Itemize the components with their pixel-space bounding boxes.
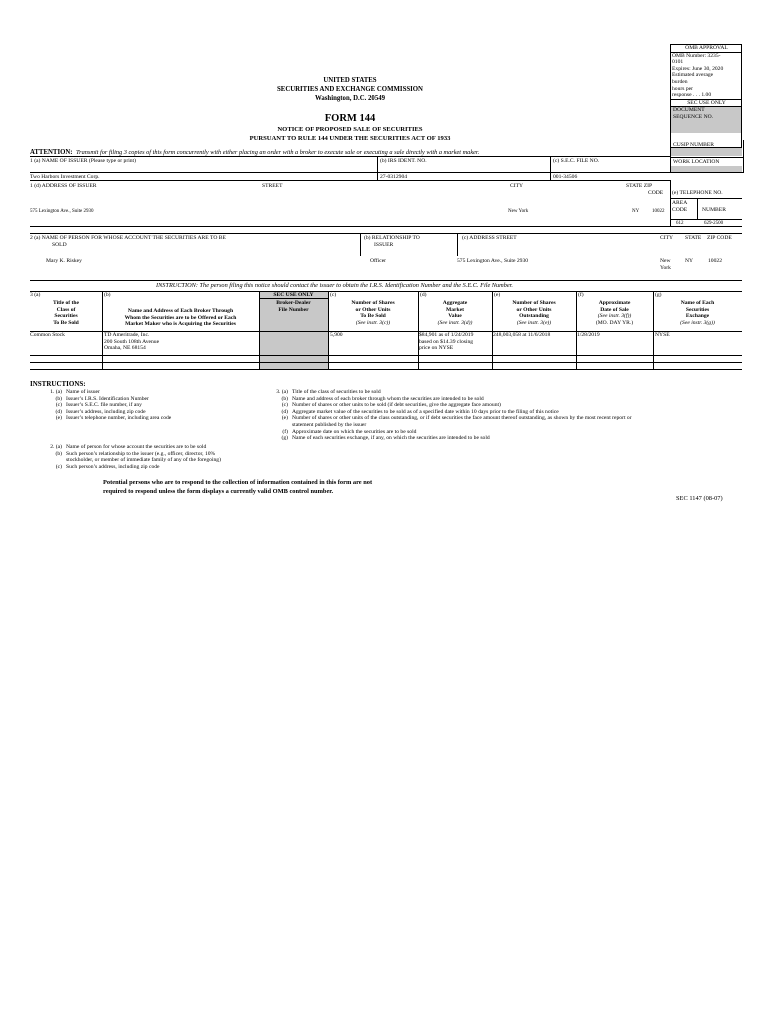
- col1-header: [30, 300, 102, 326]
- street-label: STREET: [262, 183, 283, 189]
- issuer-name-label: [30, 158, 136, 165]
- col7-h-0: Approximate: [598, 300, 631, 306]
- doc-seq-shade: [671, 107, 741, 133]
- col6-h-2: Outstanding: [519, 313, 549, 320]
- list-item: (c) Number of shares or other units to be sold (if debt securities, give the aggregate face amount): [281, 402, 501, 409]
- person-name: Mary K. Riskey: [46, 258, 82, 264]
- row-broker: [104, 332, 159, 352]
- cusip-label: CUSIP NUMBER: [673, 142, 714, 148]
- table-bottom: [30, 369, 742, 370]
- row-value: [419, 332, 473, 352]
- line-s1-top: [30, 156, 670, 157]
- col6-h-0: Number of Shares: [512, 300, 556, 306]
- row-date: 1/28/2019: [577, 332, 600, 338]
- col3-h-0: Broker-Dealer: [276, 300, 311, 306]
- omb-title: OMB APPROVAL: [685, 45, 728, 51]
- row-broker-2: 200 South 108th Avenue: [104, 338, 160, 345]
- col3-header: [259, 300, 328, 313]
- col5-h-1: Market: [445, 306, 465, 313]
- relationship-label-1: (b) RELATIONSHIP TO: [364, 235, 420, 241]
- header-address: Washington, D.C. 20549: [314, 94, 386, 102]
- row-value-3: price on NYSE: [419, 345, 454, 352]
- list-item: (f) Approximate date on which the securities are to be sold: [282, 428, 417, 435]
- list-item: (b) Such person’s relationship to the issuer (e.g., officer, director, 10%: [55, 450, 216, 457]
- telephone-label: (e) TELEPHONE NO.: [672, 190, 723, 196]
- work-location-label: WORK LOCATION: [673, 159, 720, 165]
- instructions-left-1: [30, 389, 171, 422]
- notice-line: NOTICE OF PROPOSED SALE OF SECURITIES: [277, 126, 423, 133]
- omb-burden-1: Estimated average: [672, 72, 714, 79]
- table-h-d: (d): [420, 292, 427, 298]
- row-outstanding: 248,003,058 at 11/6/2018: [493, 332, 551, 338]
- issuer-phone: 629-2500: [704, 221, 724, 226]
- relationship-label-2: ISSUER: [374, 242, 394, 248]
- table-top: [30, 291, 742, 292]
- issuer-area-code: 612: [676, 221, 684, 226]
- col7-note-2: (MO. DAY YR.): [595, 319, 634, 326]
- row-value-2: based on $14.39 closing: [419, 338, 474, 345]
- irs-label: (b) IRS IDENT. NO.: [380, 158, 427, 164]
- omb-burden-3: hours per: [672, 85, 693, 92]
- vline-area: [697, 198, 698, 219]
- list-item: 1. (a) Name of issuer: [50, 389, 100, 395]
- omb-expires: Expires: June 30, 2020: [672, 65, 724, 72]
- person-name-label-2: SOLD: [52, 242, 67, 248]
- instructions-title: INSTRUCTIONS:: [30, 380, 86, 388]
- vline-address: [457, 233, 458, 256]
- instruction-text: INSTRUCTION: The person filing this notice should contact the issuer to obtain the I.R.S. Identification Number and the S.E.C. File Number.: [156, 282, 513, 289]
- col1-h-2: Securities: [54, 313, 78, 320]
- col3-h-1: File Number: [278, 306, 309, 313]
- col1-h-0: Title of the: [53, 300, 79, 306]
- col8-note: (See instr. 3(g)): [680, 319, 715, 326]
- issuer-street: 575 Lexington Ave., Suite 2930: [30, 209, 94, 214]
- col8-header: [653, 300, 742, 326]
- potential-persons-notice: [103, 479, 372, 496]
- pursuant-line: PURSUANT TO RULE 144 UNDER THE SECURITIES ACT OF 1933: [249, 134, 451, 142]
- file-no-label: (c) S.E.C. FILE NO.: [553, 158, 600, 164]
- attention-text: Transmit for filing 3 copies of this form concurrently with either placing an order with a broker to execute sale or executing a sale directly with a market maker.: [76, 149, 480, 156]
- vline-irs: [377, 156, 378, 180]
- person-zip: 10022: [708, 258, 722, 264]
- issuer-city: New York: [508, 209, 529, 214]
- col2-h-2: Market Maker who is Acquiring the Securities: [125, 321, 236, 328]
- code-label: CODE: [672, 207, 688, 213]
- person-relationship: Officer: [370, 258, 387, 264]
- col4-h-0: Number of Shares: [351, 300, 395, 306]
- line-s1-bottom: [30, 226, 742, 227]
- col6-note: (See instr. 3(e)): [516, 319, 552, 326]
- col5-note: (See instr. 3(d)): [437, 319, 473, 326]
- list-item: (b) Name and address of each broker through whom the securities are intended to be sold: [281, 395, 484, 402]
- potential-line-2: required to respond unless the form displays a currently valid OMB control number.: [103, 487, 334, 495]
- col7-h-1: Date of Sale: [600, 306, 629, 313]
- line-phone-bottom: [670, 219, 742, 220]
- irs-number: 27-0312904: [380, 174, 408, 180]
- person-state: NY: [685, 258, 694, 264]
- table-h-sec-use: SEC USE ONLY: [273, 292, 314, 298]
- list-item: statement published by the issuer: [292, 421, 367, 428]
- issuer-state: NY: [632, 209, 640, 214]
- row-exchange: NYSE: [655, 332, 670, 338]
- omb-burden-4: response . . . 1.00: [672, 92, 712, 99]
- cusip-shade: [671, 148, 742, 156]
- work-location-shade: [671, 166, 742, 172]
- list-item: (e) Issuer’s telephone number, including area code: [55, 415, 172, 422]
- row-title: Common Stock: [30, 332, 65, 338]
- potential-line-1: Potential persons who are to respond to the collection of information contained in this form are not: [103, 479, 373, 486]
- city-label: CITY: [510, 183, 524, 189]
- issuer-name: Two Harbors Investment Corp.: [30, 174, 100, 180]
- notice-heading: [200, 126, 500, 143]
- col8-h-0: Name of Each: [680, 300, 715, 306]
- row-value-1: $84,901 as of 1/24/2019: [419, 332, 474, 338]
- table-h-f: (f): [578, 292, 584, 298]
- table-row1-bottom: [30, 355, 742, 356]
- form-title: FORM 144: [324, 113, 376, 124]
- omb-approval-box: [670, 44, 742, 148]
- header-commission: SECURITIES AND EXCHANGE COMMISSION: [277, 85, 423, 93]
- state-zip-code-label: CODE: [648, 190, 664, 196]
- attention-label: ATTENTION:: [30, 149, 73, 156]
- instructions-right: [256, 389, 632, 442]
- doc-seq-label-1: DOCUMENT: [673, 107, 705, 114]
- sec-form-number: SEC 1147 (08-07): [676, 495, 723, 502]
- instructions-left-2: [30, 444, 221, 470]
- col1-h-1: Class of: [56, 306, 76, 313]
- list-item: (d) Aggregate market value of the securities to be sold as of a specified date within 10 days prior to the filing of this notice: [281, 408, 559, 415]
- omb-burden-2: burden: [672, 78, 688, 85]
- col6-h-1: or Other Units: [516, 306, 552, 313]
- issuer-name-label-text: 1 (a) NAME OF ISSUER (Please type or print): [30, 158, 136, 164]
- col2-h-0: Name and Address of Each Broker Through: [127, 308, 234, 314]
- col1-h-3: To Be Sold: [53, 319, 79, 326]
- person-address-label: (c) ADDRESS STREET: [462, 235, 517, 241]
- row-broker-3: Omaha, NE 68154: [104, 345, 146, 352]
- col8-h-1: Securities: [685, 306, 710, 313]
- list-item: 2. (a) Name of person for whose account the securities are to be sold: [50, 444, 207, 450]
- col5-header: [418, 300, 492, 326]
- table-row2-bottom: [30, 362, 742, 363]
- col4-header: [328, 300, 418, 326]
- sec-use-only-label: SEC USE ONLY: [671, 99, 741, 108]
- address-label: 1 (d) ADDRESS OF ISSUER: [30, 183, 97, 189]
- person-state-label: STATE: [685, 235, 702, 241]
- col8-h-2: Exchange: [685, 313, 710, 320]
- person-street: 575 Lexington Ave., Suite 2930: [457, 258, 529, 264]
- col7-note-1: (See instr. 3(f)): [597, 313, 632, 320]
- line-s2-bottom: [30, 280, 742, 281]
- omb-number-cont: 0101: [672, 59, 684, 66]
- issuer-zip: 10022: [652, 209, 665, 214]
- col4-h-1: or Other Units: [355, 306, 391, 313]
- col7-header: [576, 300, 653, 326]
- file-number: 001-34506: [553, 174, 578, 180]
- table-h-b: (b): [104, 292, 111, 298]
- line-s2-top: [30, 233, 742, 234]
- number-label: NUMBER: [702, 207, 726, 213]
- col5-h-2: Value: [448, 313, 462, 320]
- doc-seq-label-2: SEQUENCE NO.: [673, 113, 714, 120]
- header-united-states: UNITED STATES: [323, 77, 377, 84]
- row-shares: 5,900: [330, 332, 343, 338]
- table-h-c: (c): [330, 292, 337, 298]
- col6-header: [492, 300, 576, 326]
- col2-header: [102, 308, 259, 328]
- col2-h-1: Whom the Securities are to be Offered or Each: [124, 314, 237, 321]
- list-item: (b) Issuer’s I.R.S. Identification Number: [55, 395, 149, 402]
- list-item: (e) Number of shares or other units of the class outstanding, or if debt securities the face amount thereof outstanding, as shown by the most recent report or: [281, 415, 632, 422]
- list-item: (c) Such person’s address, including zip code: [55, 463, 160, 470]
- omb-number: OMB Number: 3235-: [671, 52, 741, 60]
- list-item: stockholder, or member of immediate family of any of the foregoing): [66, 457, 221, 464]
- sec-header: [200, 77, 500, 103]
- area-label: AREA: [672, 200, 688, 206]
- line-phone-top: [670, 198, 742, 199]
- table-h-g: (g): [655, 292, 662, 298]
- line-s1-mid: [30, 172, 670, 173]
- list-item: (d) Issuer’s address, including zip code: [55, 408, 146, 415]
- col4-note: (See instr. 3(c)): [355, 319, 391, 326]
- state-zip-label: STATE ZIP: [626, 183, 653, 189]
- list-item: 3. (a) Title of the class of securities to be sold: [276, 389, 381, 395]
- col5-h-0: Aggregate: [442, 300, 468, 306]
- table-h-e: (e): [494, 292, 501, 298]
- row-broker-1: TD Ameritrade, Inc.: [104, 332, 150, 338]
- table-col-b: [102, 291, 103, 369]
- vline-relationship: [360, 233, 361, 256]
- person-city-label: CITY: [660, 235, 674, 241]
- col4-h-2: To Be Sold: [360, 313, 386, 320]
- vline-file: [550, 156, 551, 180]
- list-item: (g) Name of each securities exchange, if any, on which the securities are intended to be sold: [281, 435, 490, 442]
- list-item: (c) Issuer’s S.E.C. file number, if any: [55, 402, 142, 409]
- person-zip-label: ZIP CODE: [707, 235, 732, 241]
- table-h-3a: 3 (a): [30, 292, 41, 298]
- person-name-label-1: 2 (a) NAME OF PERSON FOR WHOSE ACCOUNT THE SECURITIES ARE TO BE: [30, 235, 226, 241]
- person-city-2: York: [660, 265, 671, 271]
- person-city-1: New: [660, 258, 671, 264]
